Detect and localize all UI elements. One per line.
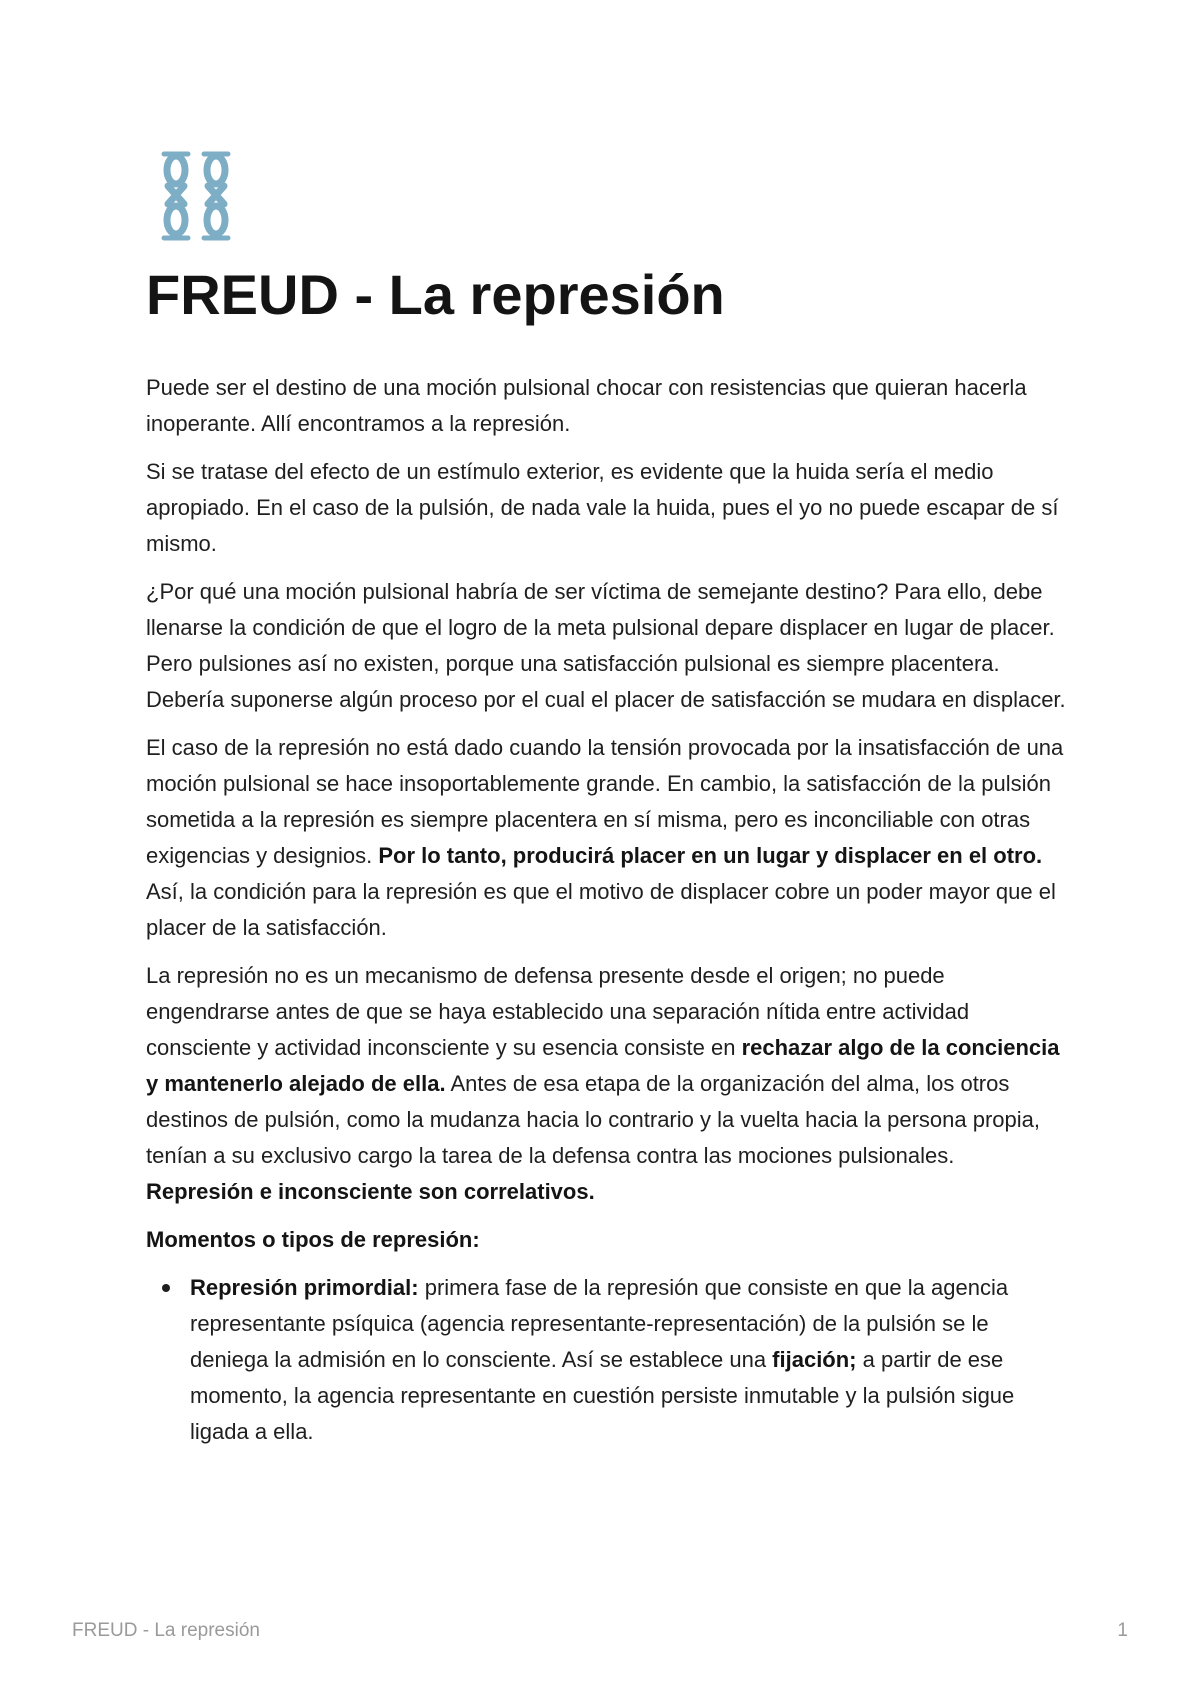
paragraph-3 bbox=[146, 574, 1066, 718]
chain-icon bbox=[156, 150, 236, 242]
paragraph-text: Así, la condición para la represión es que el motivo de displacer cobre un poder mayor que el placer de la satisfacción. bbox=[146, 878, 1056, 940]
emphasis-text: Por lo tanto, producirá placer en un lugar y displacer en el otro. bbox=[378, 842, 1043, 868]
emphasis-text: rechazar algo de la conciencia y mantenerlo alejado de ella. bbox=[146, 1034, 1060, 1096]
list-item-text: primera fase de la represión que consiste en que la agencia representante psíquica (agencia representante-representación) de la pulsión se le deniega la admisión en lo consciente. Así se establece una bbox=[190, 1274, 1009, 1372]
paragraph-text: Puede ser el destino de una moción pulsional chocar con resistencias que quieran hacerla inoperante. Allí encontramos a la represión. bbox=[146, 374, 1027, 436]
paragraph-2 bbox=[146, 454, 1066, 562]
bullet-list bbox=[146, 1270, 1066, 1450]
page-title: FREUD - La represión bbox=[146, 263, 725, 326]
paragraph-text: ¿Por qué una moción pulsional habría de ser víctima de semejante destino? Para ello, debe llenarse la condición de que el logro de la meta pulsional depare displacer en lugar de placer. Pero pulsiones así no existen, porque una satisfacción pulsional es siempre placentera. Debería suponerse algún proceso por el cual el placer de satisfacción se mudara en displacer. bbox=[146, 578, 1066, 712]
list-item-text: a partir de ese momento, la agencia representante en cuestión persiste inmutable y la pulsión sigue ligada a ella. bbox=[190, 1346, 1015, 1444]
page-content bbox=[146, 150, 1066, 1450]
footer-title: FREUD - La represión bbox=[72, 1620, 260, 1641]
paragraph-4 bbox=[146, 730, 1066, 946]
paragraph-text: El caso de la represión no está dado cuando la tensión provocada por la insatisfacción de una moción pulsional se hace insoportablemente grande. En cambio, la satisfacción de la pulsión sometida a la represión es siempre placentera en sí misma, pero es inconciliable con otras exigencias y designios. bbox=[146, 734, 1064, 868]
bullet-dot-icon bbox=[162, 1284, 170, 1292]
list-item bbox=[146, 1270, 1066, 1450]
paragraph-text: La represión no es un mecanismo de defensa presente desde el origen; no puede engendrarse antes de que se haya establecido una separación nítida entre actividad consciente y actividad inconsciente y su esencia consiste en bbox=[146, 962, 970, 1060]
emphasis-text: Represión e inconsciente son correlativos. bbox=[146, 1178, 595, 1204]
term-label: Represión primordial: bbox=[190, 1274, 419, 1300]
section-heading: Momentos o tipos de represión: bbox=[146, 1226, 480, 1252]
emphasis-text: fijación; bbox=[772, 1346, 857, 1372]
paragraph-text: Si se tratase del efecto de un estímulo exterior, es evidente que la huida sería el medio apropiado. En el caso de la pulsión, de nada vale la huida, pues el yo no puede escapar de sí mismo. bbox=[146, 458, 1059, 556]
paragraph-1 bbox=[146, 370, 1066, 442]
paragraph-5 bbox=[146, 958, 1066, 1210]
footer-page-number: 1 bbox=[1117, 1620, 1128, 1641]
paragraph-text: Antes de esa etapa de la organización del alma, los otros destinos de pulsión, como la mudanza hacia lo contrario y la vuelta hacia la persona propia, tenían a su exclusivo cargo la tarea de la defensa contra las mociones pulsionales. bbox=[146, 1070, 1040, 1168]
